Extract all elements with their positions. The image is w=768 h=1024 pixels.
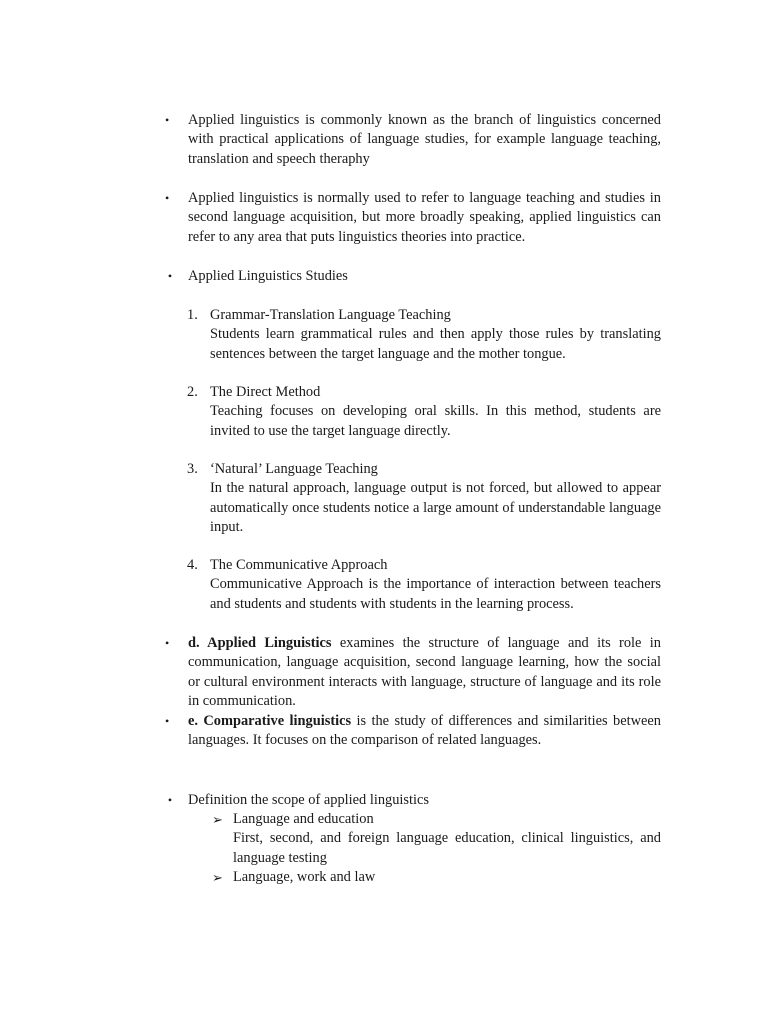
study-item bbox=[187, 306, 661, 364]
study-item bbox=[187, 460, 661, 538]
study-item bbox=[187, 383, 661, 441]
study-number: 1. bbox=[187, 307, 198, 323]
study-title: The Direct Method bbox=[210, 384, 321, 400]
term-name: e. Comparative linguistics bbox=[188, 713, 352, 729]
study-title: The Communicative Approach bbox=[210, 557, 388, 573]
bullet-term-comparative-linguistics bbox=[165, 712, 661, 751]
bullet-scope-heading bbox=[167, 791, 661, 810]
study-description: Communicative Approach is the importance of interaction between teachers and students and students with students in the learning process. bbox=[210, 576, 661, 612]
bullet-icon: • bbox=[165, 636, 170, 650]
study-number: 3. bbox=[187, 461, 198, 477]
scope-item-title: Language, work and law bbox=[233, 869, 376, 885]
bullet-paragraph-definition bbox=[165, 111, 661, 169]
heading-text: Definition the scope of applied linguistics bbox=[188, 792, 429, 808]
term-definition: examines the structure of language and its role in communication, language acquisition, second language learning, how the social or cultural environment interacts with language, structure of language and its role in communication. bbox=[188, 635, 661, 710]
study-number: 4. bbox=[187, 557, 198, 573]
scope-item bbox=[212, 810, 661, 868]
bullet-icon: • bbox=[165, 714, 170, 728]
bullet-icon: • bbox=[167, 793, 173, 807]
arrow-bullet-icon: ➢ bbox=[212, 812, 223, 827]
paragraph-text: Applied linguistics is normally used to refer to language teaching and studies in second language acquisition, but more broadly speaking, applied linguistics can refer to any area that puts linguistics theories into practice. bbox=[188, 190, 661, 245]
scope-item bbox=[212, 868, 661, 887]
bullet-term-applied-linguistics bbox=[165, 634, 661, 712]
paragraph-text: Applied linguistics is commonly known as the branch of linguistics concerned with practical applications of language studies, for example language teaching, translation and speech theraphy bbox=[188, 112, 661, 167]
bullet-icon: • bbox=[165, 113, 170, 127]
study-description: In the natural approach, language output is not forced, but allowed to appear automatically once students notice a large amount of understandable language input. bbox=[210, 480, 661, 536]
scope-item-description: First, second, and foreign language education, clinical linguistics, and language testing bbox=[233, 830, 661, 866]
study-item bbox=[187, 556, 661, 614]
bullet-paragraph-usage bbox=[165, 189, 661, 247]
study-description: Teaching focuses on developing oral skills. In this method, students are invited to use the target language directly. bbox=[210, 403, 661, 439]
study-title: Grammar-Translation Language Teaching bbox=[210, 307, 451, 323]
study-description: Students learn grammatical rules and then apply those rules by translating sentences between the target language and the mother tongue. bbox=[210, 326, 661, 362]
term-definition: is the study of differences and similarities between languages. It focuses on the comparison of related languages. bbox=[188, 713, 661, 749]
bullet-icon: • bbox=[165, 191, 170, 205]
arrow-bullet-icon: ➢ bbox=[212, 870, 223, 885]
bullet-heading-studies bbox=[167, 267, 661, 286]
heading-text: Applied Linguistics Studies bbox=[188, 268, 348, 284]
study-title: ‘Natural’ Language Teaching bbox=[210, 461, 378, 477]
term-name: d. Applied Linguistics bbox=[188, 635, 332, 651]
study-number: 2. bbox=[187, 384, 198, 400]
scope-item-title: Language and education bbox=[233, 811, 374, 827]
bullet-icon: • bbox=[167, 269, 173, 283]
